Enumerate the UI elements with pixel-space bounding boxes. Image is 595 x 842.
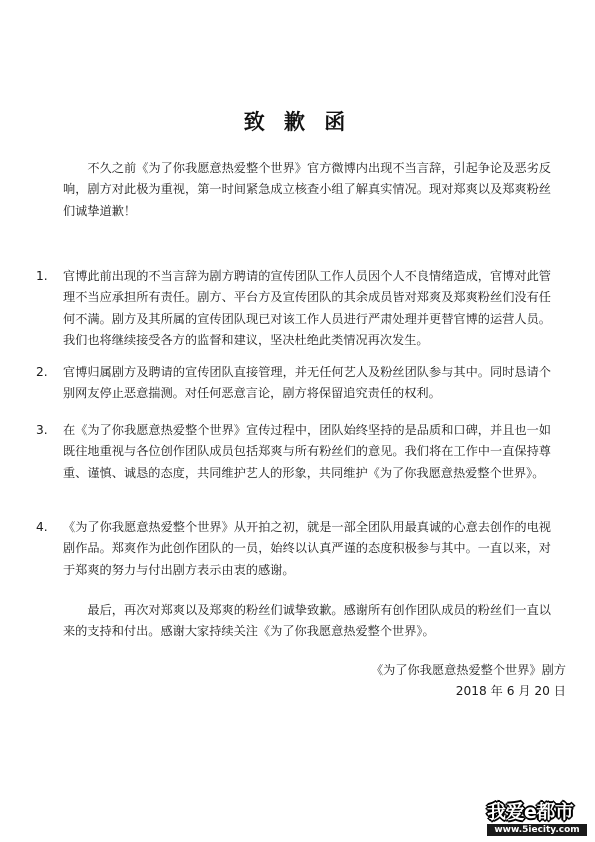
list-item [36, 266, 556, 351]
item-number: 2. [36, 365, 48, 379]
watermark-main-text: 我爱e都市 [487, 801, 574, 823]
list-item [36, 517, 556, 581]
intro-paragraph: 不久之前《为了你我愿意热爱整个世界》官方微博内出现不当言辞，引起争论及恶劣反响，剧方对此极为重视，第一时间紧急成立核查小组了解真实情况。现对郑爽以及郑爽粉丝们诚挚道歉！ [63, 161, 551, 218]
item-number: 4. [36, 520, 48, 534]
watermark-url: www.5iecity.com [487, 824, 587, 836]
item-text: 官博此前出现的不当言辞为剧方聘请的宣传团队工作人员因个人不良情绪造成，官博对此管理不当应承担所有责任。剧方、平台方及宣传团队的其余成员皆对郑爽及郑爽粉丝们没有任何不满。剧方及其所属的宣传团队现已对该工作人员进行严肃处理并更替官博的运营人员。我们也将继续接受各方的监督和建议，坚决杜绝此类情况再次发生。 [63, 269, 551, 347]
item-number: 3. [36, 423, 48, 437]
item-number: 1. [36, 269, 48, 283]
closing-paragraph: 最后，再次对郑爽以及郑爽的粉丝们诚挚致歉。感谢所有创作团队成员的粉丝们一直以来的支持和付出。感谢大家持续关注《为了你我愿意热爱整个世界》。 [63, 603, 551, 639]
item-text: 官博归属剧方及聘请的宣传团队直接管理，并无任何艺人及粉丝团队参与其中。同时恳请个别网友停止恶意揣测。对任何恶意言论，剧方将保留追究责任的权利。 [63, 365, 551, 401]
list-item [36, 420, 556, 484]
list-item [36, 362, 556, 405]
letter-title: 致 歉 函 [243, 109, 352, 134]
signature: 《为了你我愿意热爱整个世界》剧方 [371, 663, 566, 677]
item-text: 《为了你我愿意热爱整个世界》从开拍之初，就是一部全团队用最真诚的心意去创作的电视剧作品。郑爽作为此创作团队的一员，始终以认真严谨的态度积极参与其中。一直以来，对于郑爽的努力与付出剧方表示由衷的感谢。 [63, 520, 551, 577]
letter-date: 2018 年 6 月 20 日 [455, 684, 566, 698]
site-watermark-logo [487, 800, 587, 836]
item-text: 在《为了你我愿意热爱整个世界》宣传过程中，团队始终坚持的是品质和口碑，并且也一如既往地重视与各位创作团队成员包括郑爽与所有粉丝们的意见。我们将在工作中一直保持尊重、谨慎、诚恳的态度，共同维护艺人的形象，共同维护《为了你我愿意热爱整个世界》。 [63, 423, 551, 480]
